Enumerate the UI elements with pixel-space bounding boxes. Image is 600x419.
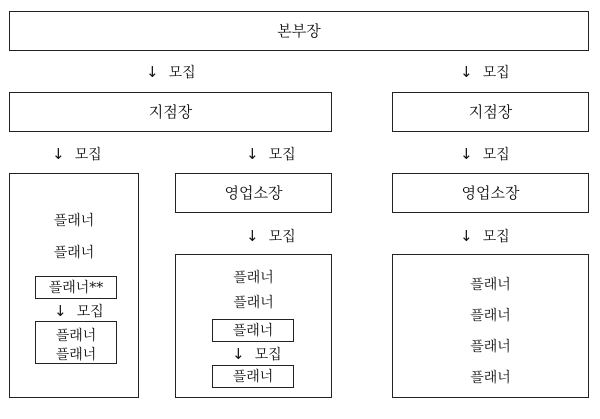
planner-label: 플래너 <box>470 308 511 324</box>
planner-starred-box <box>35 276 117 299</box>
planner-label: 플래너 <box>233 295 274 311</box>
recruit-arrow-branch-office-middle <box>246 144 296 164</box>
planner-label: 플래너 <box>470 370 511 386</box>
planner-box-middle-bottom <box>212 365 294 388</box>
planner-label: 플래너 <box>233 270 274 286</box>
recruit-label: 모집 <box>74 147 102 163</box>
recruit-label: 모집 <box>482 65 510 81</box>
sales-office-manager-box-right <box>392 173 589 213</box>
down-arrow-icon: ↓ <box>54 302 67 320</box>
recruit-arrow-hq-branch-right <box>460 62 510 82</box>
recruit-arrow-starred-planner <box>54 301 104 321</box>
recruit-arrow-office-planners-middle <box>246 226 296 246</box>
planner-label: 플래너 <box>55 328 97 344</box>
planner-label: 플래너 <box>53 245 95 261</box>
down-arrow-icon: ↓ <box>460 145 473 163</box>
planner-box-middle-top <box>212 319 294 342</box>
planner-group-box-left <box>9 173 139 398</box>
recruit-arrow-office-planners-right <box>460 226 510 246</box>
planner-group-box-middle <box>175 254 332 398</box>
branch-manager-box-right <box>392 92 589 132</box>
sales-office-manager-label: 영업소장 <box>224 183 283 202</box>
down-arrow-icon: ↓ <box>246 227 259 245</box>
planner-label: 플래너 <box>470 339 511 355</box>
down-arrow-icon: ↓ <box>460 227 473 245</box>
planner-label: 플래너 <box>232 368 274 385</box>
recruit-arrow-branch-office-right <box>460 144 510 164</box>
planner-label: 플래너 <box>232 322 274 339</box>
recruit-label: 모집 <box>482 229 510 245</box>
recruit-arrow-branch-planners <box>52 144 102 164</box>
recruit-label: 모집 <box>268 229 296 245</box>
recruit-arrow-middle-inner <box>232 344 282 364</box>
sub-planner-box-left <box>35 321 117 364</box>
recruit-label: 모집 <box>254 347 282 363</box>
recruit-arrow-hq-branch-left <box>146 62 196 82</box>
planner-label: 플래너 <box>55 347 97 363</box>
down-arrow-icon: ↓ <box>246 145 259 163</box>
planner-group-box-right <box>392 254 589 398</box>
hq-manager-label: 본부장 <box>277 21 321 40</box>
branch-manager-label: 지점장 <box>148 102 193 121</box>
sales-office-manager-box-middle <box>175 173 332 213</box>
planner-label: 플래너 <box>470 277 511 293</box>
recruit-label: 모집 <box>168 65 196 81</box>
branch-manager-label: 지점장 <box>468 102 513 121</box>
down-arrow-icon: ↓ <box>460 63 473 81</box>
sales-office-manager-label: 영업소장 <box>461 183 520 202</box>
planner-label: 플래너 <box>53 213 95 229</box>
hq-manager-box <box>9 11 589 51</box>
branch-manager-box-left <box>9 92 332 132</box>
planner-starred-label: 플래너** <box>48 279 104 296</box>
down-arrow-icon: ↓ <box>146 63 159 81</box>
recruit-label: 모집 <box>268 147 296 163</box>
recruit-label: 모집 <box>76 304 104 320</box>
down-arrow-icon: ↓ <box>52 145 65 163</box>
down-arrow-icon: ↓ <box>232 345 245 363</box>
recruit-label: 모집 <box>482 147 510 163</box>
